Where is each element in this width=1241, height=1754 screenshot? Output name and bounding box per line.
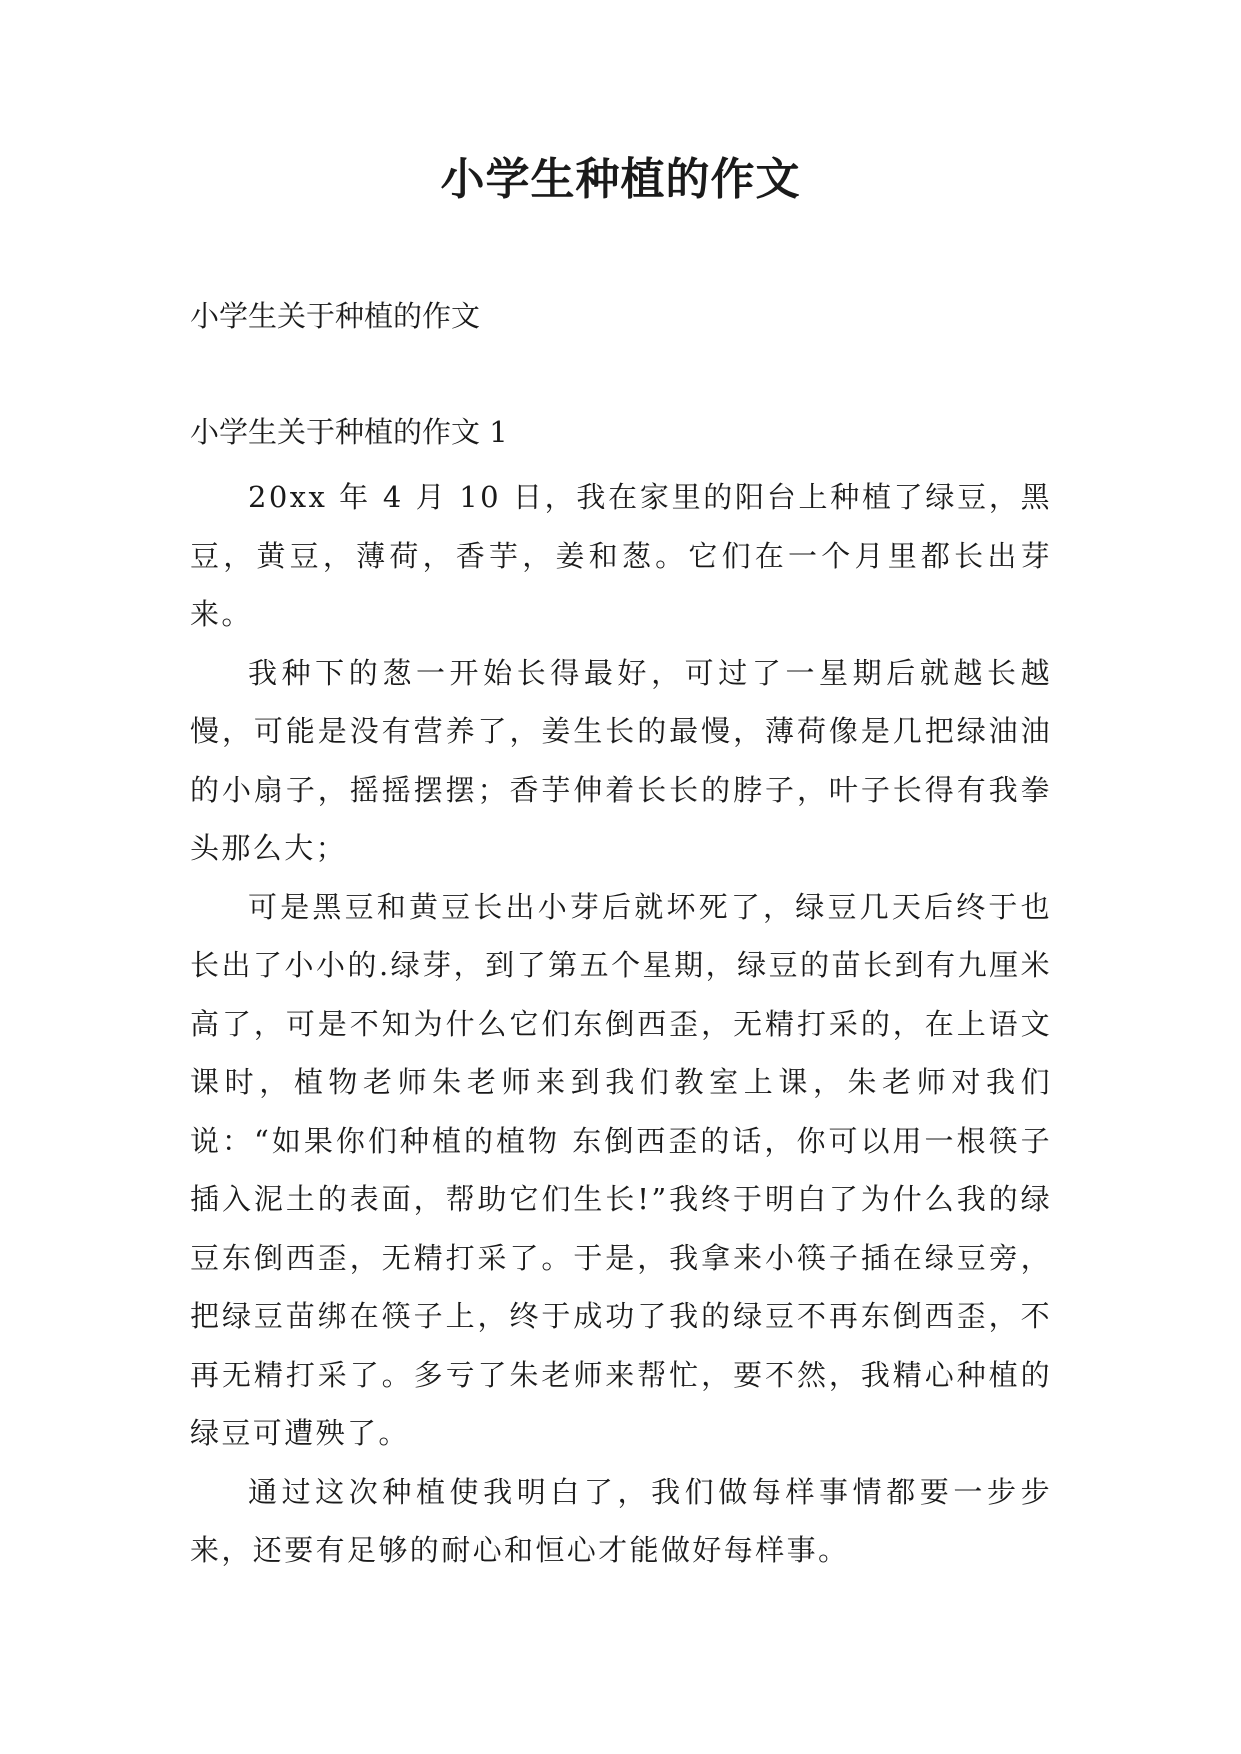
document-title: 小学生种植的作文 <box>440 154 801 205</box>
paragraph: 20xx 年 4 月 10 日，我在家里的阳台上种植了绿豆，黑豆，黄豆，薄荷，香芋，姜和葱。它们在一个月里都长出芽来。 <box>190 480 1052 631</box>
essay-body <box>190 468 1052 1580</box>
paragraph: 通过这次种植使我明白了，我们做每样事情都要一步步来，还要有足够的耐心和恒心才能做好每样事。 <box>190 1474 1052 1567</box>
section-heading: 小学生关于种植的作文 1 <box>190 415 508 449</box>
paragraph: 可是黑豆和黄豆长出小芽后就坏死了，绿豆几天后终于也长出了小小的.绿芽，到了第五个星期，绿豆的苗长到有九厘米高了，可是不知为什么它们东倒西歪，无精打采的，在上语文课时，植物老师朱老师来到我们教室上课，朱老师对我们说：“如果你们种植的植物 东倒西歪的话，你可以用一根筷子插入泥土的表面，帮助它们生长!”我终于明白了为什么我的绿豆东倒西歪，无精打采了。于是，我拿来小筷子插在绿豆旁，把绿豆苗绑在筷子上，终于成功了我的绿豆不再东倒西歪，不再无精打采了。多亏了朱老师来帮忙，要不然，我精心种植的绿豆可遭殃了。 <box>190 889 1052 1450</box>
paragraph: 我种下的葱一开始长得最好，可过了一星期后就越长越慢，可能是没有营养了，姜生长的最慢，薄荷像是几把绿油油的小扇子，摇摇摆摆；香芋伸着长长的脖子，叶子长得有我拳头那么大； <box>190 655 1052 865</box>
document-subtitle: 小学生关于种植的作文 <box>190 299 481 333</box>
